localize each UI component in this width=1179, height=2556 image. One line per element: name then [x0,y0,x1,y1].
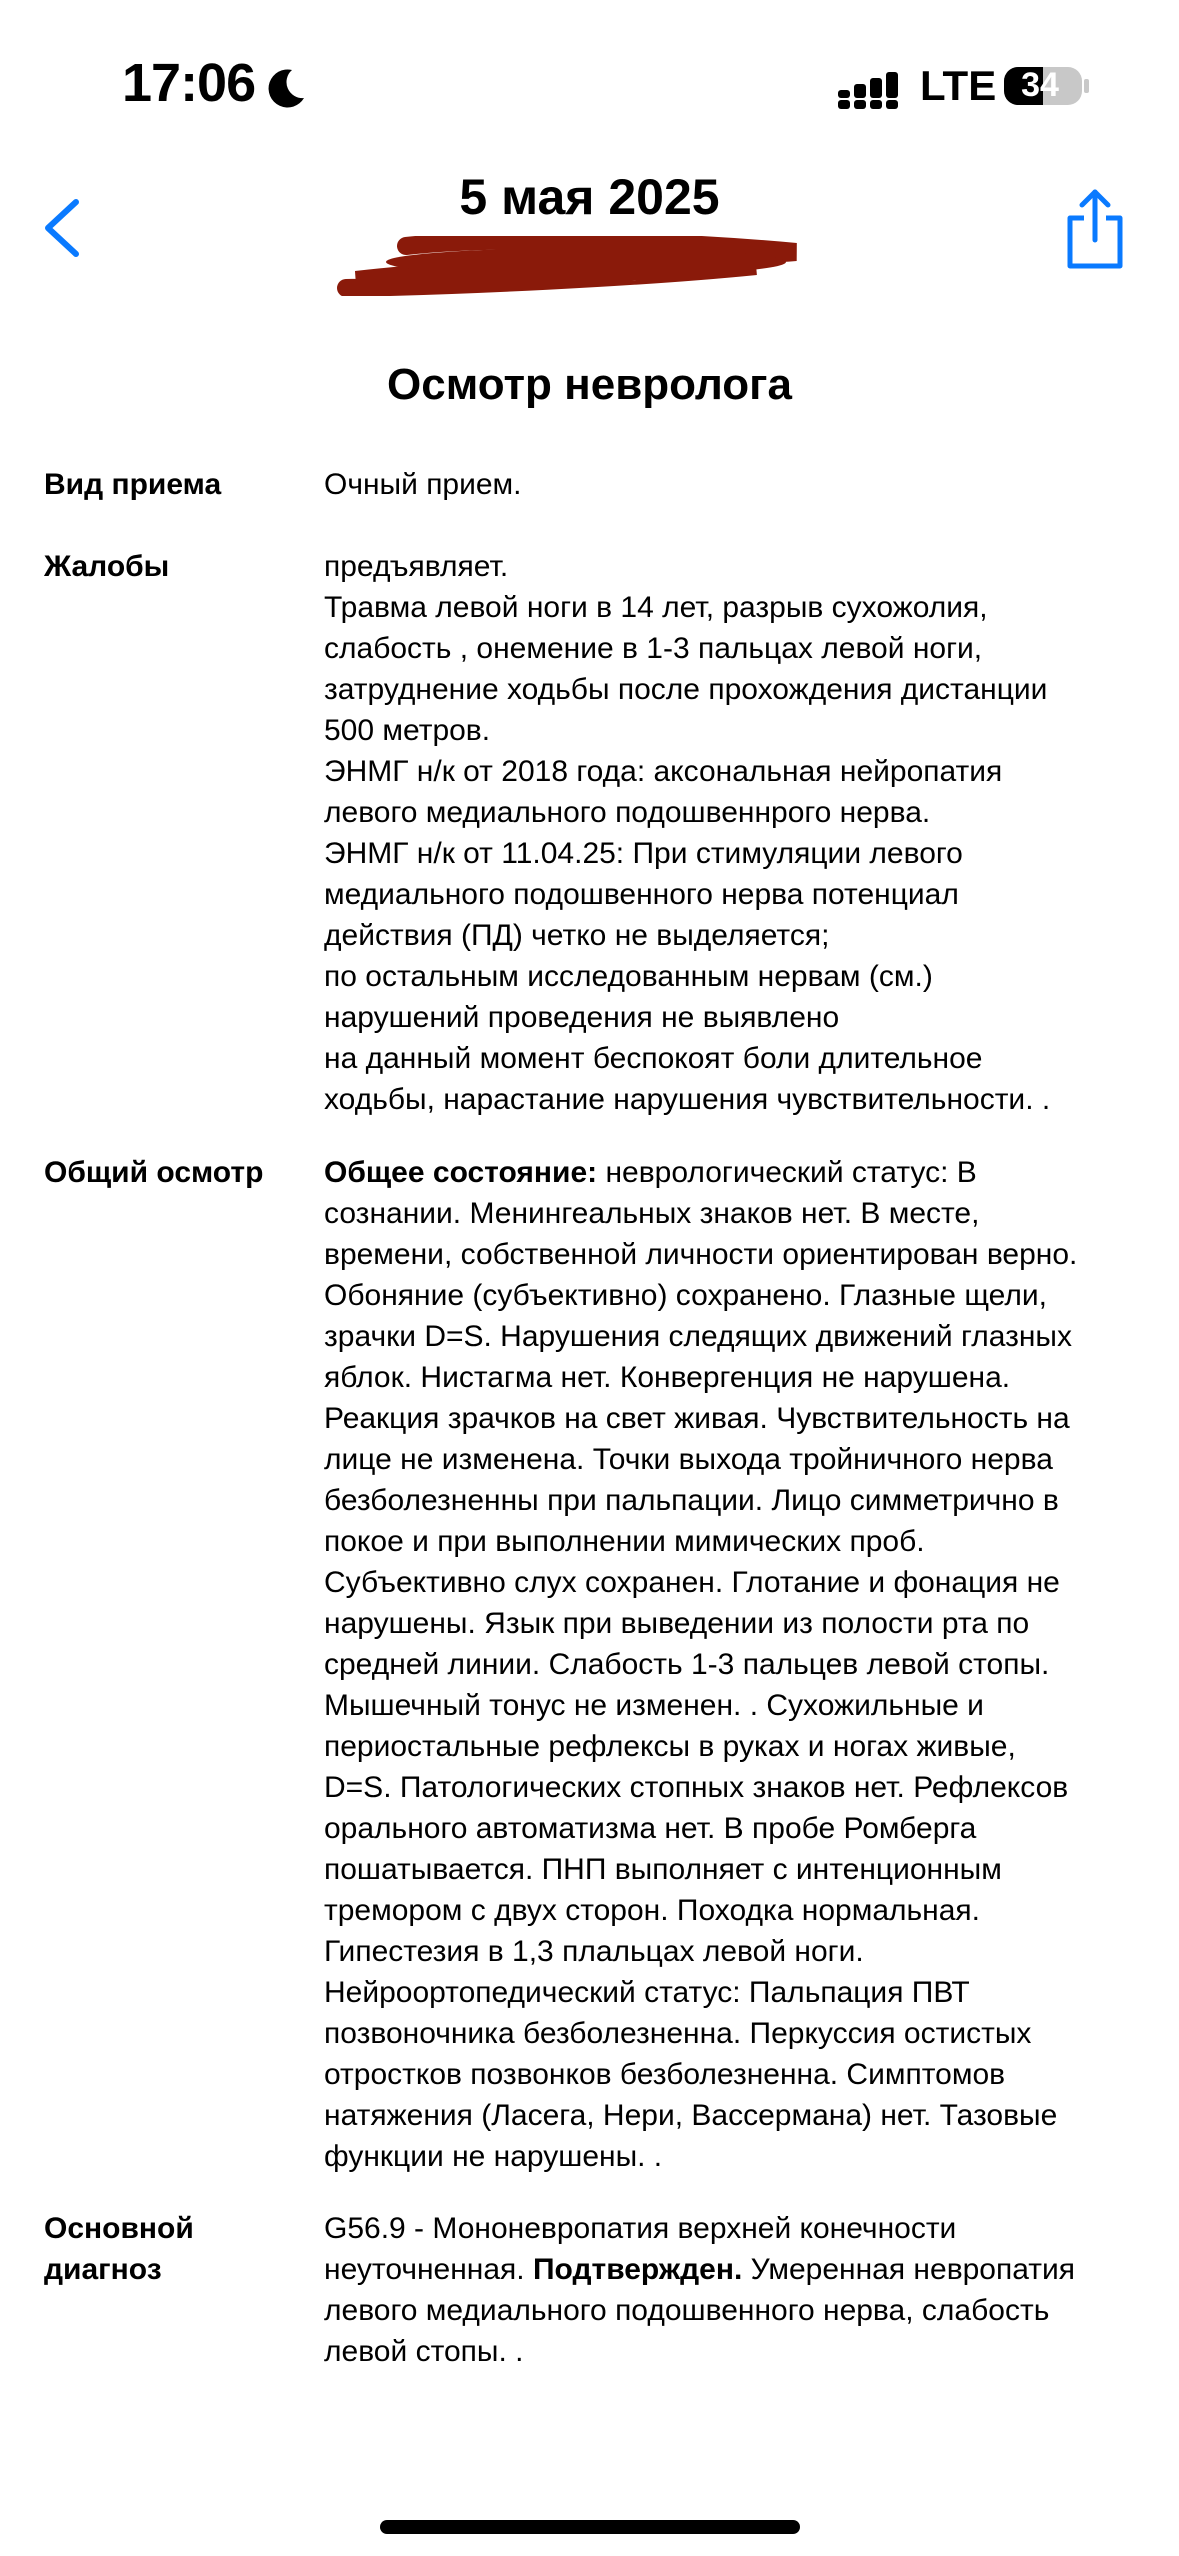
text-line: на данный момент беспокоят боли длительное [324,1042,983,1075]
text-line: Нейроортопедический статус: Пальпация ПВТ [324,1976,970,2009]
text-line: G56.9 - Мононевропатия верхней конечности [324,2212,957,2245]
text-line: нарушены. Язык при выведении из полости рта по [324,1607,1030,1640]
text-line: Реакция зрачков на свет живая. Чувствительность на [324,1402,1070,1435]
label-line: диагноз [44,2253,162,2286]
label-line: Общий осмотр [44,1156,264,1189]
text-line: Обоняние (субъективно) сохранено. Глазные щели, [324,1279,1047,1312]
text-line: безболезненны при пальпации. Лицо симметрично в [324,1484,1059,1517]
moon-icon [262,66,308,112]
text-line: средней линии. Слабость 1-3 пальцев левой стопы. [324,1648,1050,1681]
battery-level: 34 [1021,66,1059,104]
section-content [324,1152,1179,2177]
text-line: действия (ПД) четко не выделяется; [324,919,830,952]
section-label [44,546,304,587]
label-line: Вид приема [44,468,222,501]
network-type: LTE [920,62,997,109]
inline-text: Умеренная невропатия [742,2253,1076,2286]
bold-text: Общее состояние: [324,1156,598,1189]
text-line: предъявляет. [324,550,509,583]
text-line: 500 метров. [324,714,491,747]
text-line: Субъективно слух сохранен. Глотание и фонация не [324,1566,1060,1599]
text-line: зрачки D=S. Нарушения следящих движений глазных [324,1320,1072,1353]
text-line: позвоночника безболезненна. Перкуссия остистых [324,2017,1032,2050]
text-line: Мышечный тонус не изменен. . Сухожильные и [324,1689,984,1722]
text-line: отростков позвонков безболезненна. Симптомов [324,2058,1006,2091]
text-line: функции не нарушены. . [324,2140,663,2173]
redaction-scribble [336,236,806,296]
text-line: орального автоматизма нет. В пробе Ромберга [324,1812,977,1845]
text-line [324,1152,1179,1193]
document-title: Осмотр невролога [387,360,792,409]
text-line: Травма левой ноги в 14 лет, разрыв сухожолия, [324,591,988,624]
section-label [44,464,304,505]
signal-icon [838,70,902,110]
text-line: лице не изменена. Точки выхода тройничного нерва [324,1443,1053,1476]
share-icon[interactable] [1062,188,1128,270]
text-line: левого медиального подошвеннрого нерва. [324,796,931,829]
text-line: ЭНМГ н/к от 11.04.25: При стимуляции левого [324,837,963,870]
home-indicator[interactable] [380,2520,800,2534]
text-line: пошатывается. ПНП выполняет с интенционным [324,1853,1002,1886]
section-content [324,546,1179,1120]
label-line: Жалобы [44,550,170,583]
text-line: D=S. Патологических стопных знаков нет. Рефлексов [324,1771,1069,1804]
text-line: левого медиального подошвенного нерва, слабость [324,2294,1050,2327]
inline-text: неуточненная. [324,2253,533,2286]
text-line: периостальные рефлексы в руках и ногах живые, [324,1730,1016,1763]
text-line: покое и при выполнении мимических проб. [324,1525,925,1558]
text-line: тремором с двух сторон. Походка нормальная. [324,1894,981,1927]
text-line: слабость , онемение в 1-3 пальцах левой ноги, [324,632,983,665]
text-line: Гипестезия в 1,3 плальцах левой ноги. [324,1935,864,1968]
date-title: 5 мая 2025 [459,169,720,225]
text-line: медиального подошвенного нерва потенциал [324,878,959,911]
text-line: Очный прием. [324,468,522,501]
text-line [324,2249,1179,2290]
inline-text: неврологический статус: В [597,1156,977,1189]
text-line: по остальным исследованным нервам (см.) [324,960,933,993]
section-content [324,464,1179,505]
text-line: натяжения (Ласега, Нери, Вассермана) нет. Тазовые [324,2099,1058,2132]
text-line: сознании. Менингеальных знаков нет. В месте, [324,1197,980,1230]
section-label [44,1152,304,1193]
text-line: ходьбы, нарастание нарушения чувствительности. . [324,1083,1051,1116]
label-line: Основной [44,2212,194,2245]
text-line: левой стопы. . [324,2335,524,2368]
section-label [44,2208,304,2290]
text-line: нарушений проведения не выявлено [324,1001,840,1034]
text-line: времени, собственной личности ориентирован верно. [324,1238,1078,1271]
text-line: ЭНМГ н/к от 2018 года: аксональная нейропатия [324,755,1003,788]
status-time: 17:06 [122,53,256,113]
text-line: яблок. Нистагма нет. Конвергенция не нарушена. [324,1361,1011,1394]
bold-text: Подтвержден. [532,2253,743,2286]
text-line: затруднение ходьбы после прохождения дистанции [324,673,1048,706]
section-content [324,2208,1179,2372]
